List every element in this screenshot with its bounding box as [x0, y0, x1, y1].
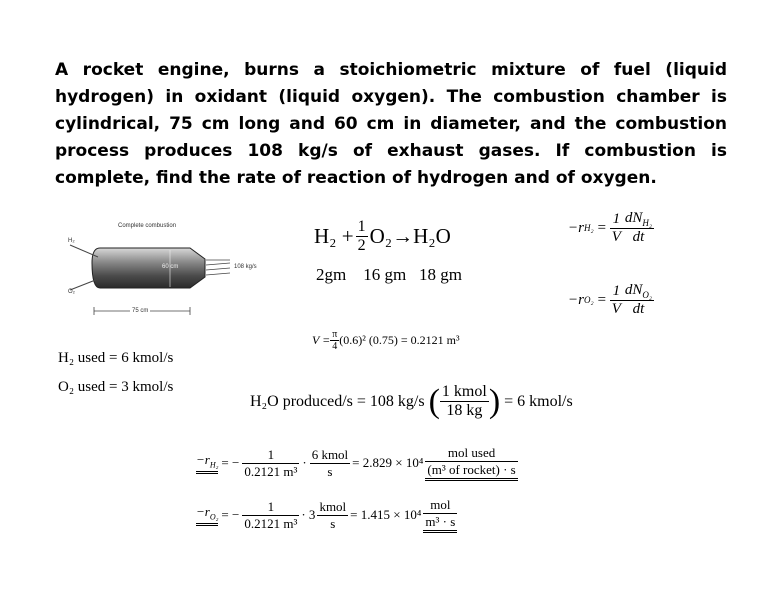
chamber-label: Complete combustion — [118, 223, 177, 229]
water-produced: H₂O produced/s = 108 kg/s ( $\frac{\text{1 kmol}}{18 kg}$ ) = 6 kmol/s — [250, 382, 573, 420]
o2-inlet-label: O₂ — [68, 289, 75, 295]
half-coefficient: $\frac{1}{2}$ — [357, 218, 366, 254]
o2-used: O₂ used = 3 kmol/s — [58, 379, 174, 395]
product-water: H₂O — [413, 224, 451, 248]
h2-used: H₂ used = 6 kmol/s — [58, 350, 174, 366]
reaction-lhs: H₂ + — [314, 224, 354, 248]
volume-equation: V = $\frac{\pi}{4}$ (0.6)² (0.75) = 0.2121 m³ — [312, 329, 460, 352]
reaction-equation — [314, 218, 451, 255]
rocket-diagram — [60, 215, 280, 325]
rate-definition-h2: −r H₂ = $\frac{1}{V}$ $\frac{dN_{H_2}}{dt}$ — [568, 210, 653, 245]
length-label: 75 cm — [132, 308, 149, 314]
rocket-chamber-drawing — [60, 215, 280, 325]
exhaust-label: 108 kg/s — [234, 264, 257, 270]
reactant-o2: O₂ — [369, 224, 393, 248]
rate-h2-calculation: $-r_{H_2}$ = − $\frac{1}{\text{0.2121 m³}}$ · $\frac{\text{6 kmol}}{s}$ = 2.829 × 10⁴ $\frac{\text{mol used}}{\text{(m³ of rocket) · s}}$ — [196, 445, 518, 481]
h2-inlet-label: H₂ — [68, 238, 75, 244]
problem-statement: A rocket engine, burns a stoichiometric mixture of fuel (liquid hydrogen) in oxidant (liquid oxygen). The combustion chamber is cylindrical, 75 cm long and 60 cm in diameter, and the combustion process produces 108 kg/s of exhaust gases. If combustion is complete, find the rate of reaction of hydrogen and of oxygen. — [55, 60, 727, 188]
reaction-masses: 2gm 16 gm 18 gm — [316, 265, 462, 284]
rate-o2-calculation: $-r_{O_2}$ = − $\frac{1}{\text{0.2121 m³}}$ · 3 $\frac{\text{kmol}}{s}$ = 1.415 × 10⁴ $\frac{\text{mol}}{\text{m³ · s}}$ — [196, 497, 457, 533]
diameter-label: 60 cm — [162, 264, 179, 270]
reaction-arrow: → — [392, 224, 414, 248]
rate-definition-o2: −r O₂ = $\frac{1}{V}$ $\frac{dN_{O_2}}{dt}$ — [568, 282, 653, 317]
